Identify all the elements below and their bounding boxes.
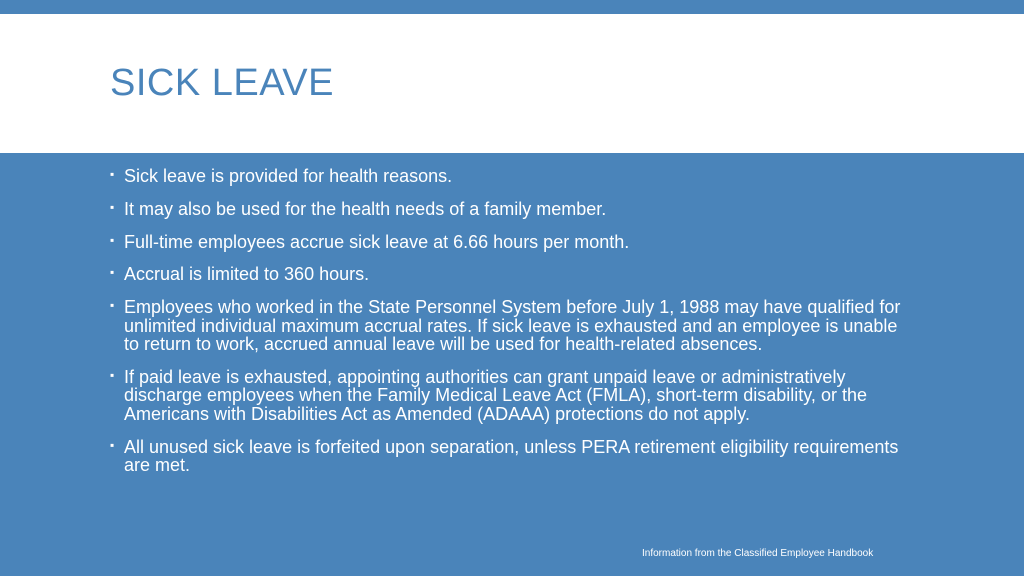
bullet-item (106, 298, 916, 354)
bullet-icon: ▪ (110, 232, 115, 247)
bullet-icon: ▪ (110, 367, 115, 382)
bullet-item (106, 167, 916, 186)
bullet-icon: ▪ (110, 265, 115, 280)
top-accent-strip (0, 0, 1024, 14)
bullet-text: Accrual is limited to 360 hours. (124, 264, 370, 285)
bullet-item (106, 265, 916, 284)
title-band (0, 14, 1024, 153)
bullet-item (106, 233, 916, 252)
bullet-text: It may also be used for the health needs of a family member. (124, 198, 607, 219)
bullet-item (106, 200, 916, 219)
bullet-icon: ▪ (110, 167, 115, 181)
bullet-text: All unused sick leave is forfeited upon separation, unless PERA retirement eligibility requirements are met. (124, 436, 899, 476)
bullet-icon: ▪ (110, 437, 115, 452)
bullet-text: Sick leave is provided for health reasons. (124, 166, 453, 186)
bullet-text: Full-time employees accrue sick leave at 6.66 hours per month. (124, 231, 630, 252)
bullet-icon: ▪ (110, 298, 115, 313)
footer-source-note: Information from the Classified Employee Handbook (642, 548, 874, 559)
bullet-text: Employees who worked in the State Personnel System before July 1, 1988 may have qualified for unlimited individual maximum accrual rates. If sick leave is exhausted and an employee is unable to return to work, accrued annual leave will be used for health-related absences. (124, 297, 901, 355)
bullet-icon: ▪ (110, 199, 115, 214)
bullet-list (106, 167, 916, 489)
bullet-item (106, 368, 916, 424)
bullet-item (106, 438, 916, 475)
bullet-text: If paid leave is exhausted, appointing authorities can grant unpaid leave or administratively discharge employees when the Family Medical Leave Act (FMLA), short-term disability, or the Americans with Disabilities Act as Amended (ADAAA) protections do not apply. (124, 366, 867, 424)
slide-title: SICK LEAVE (110, 62, 334, 104)
